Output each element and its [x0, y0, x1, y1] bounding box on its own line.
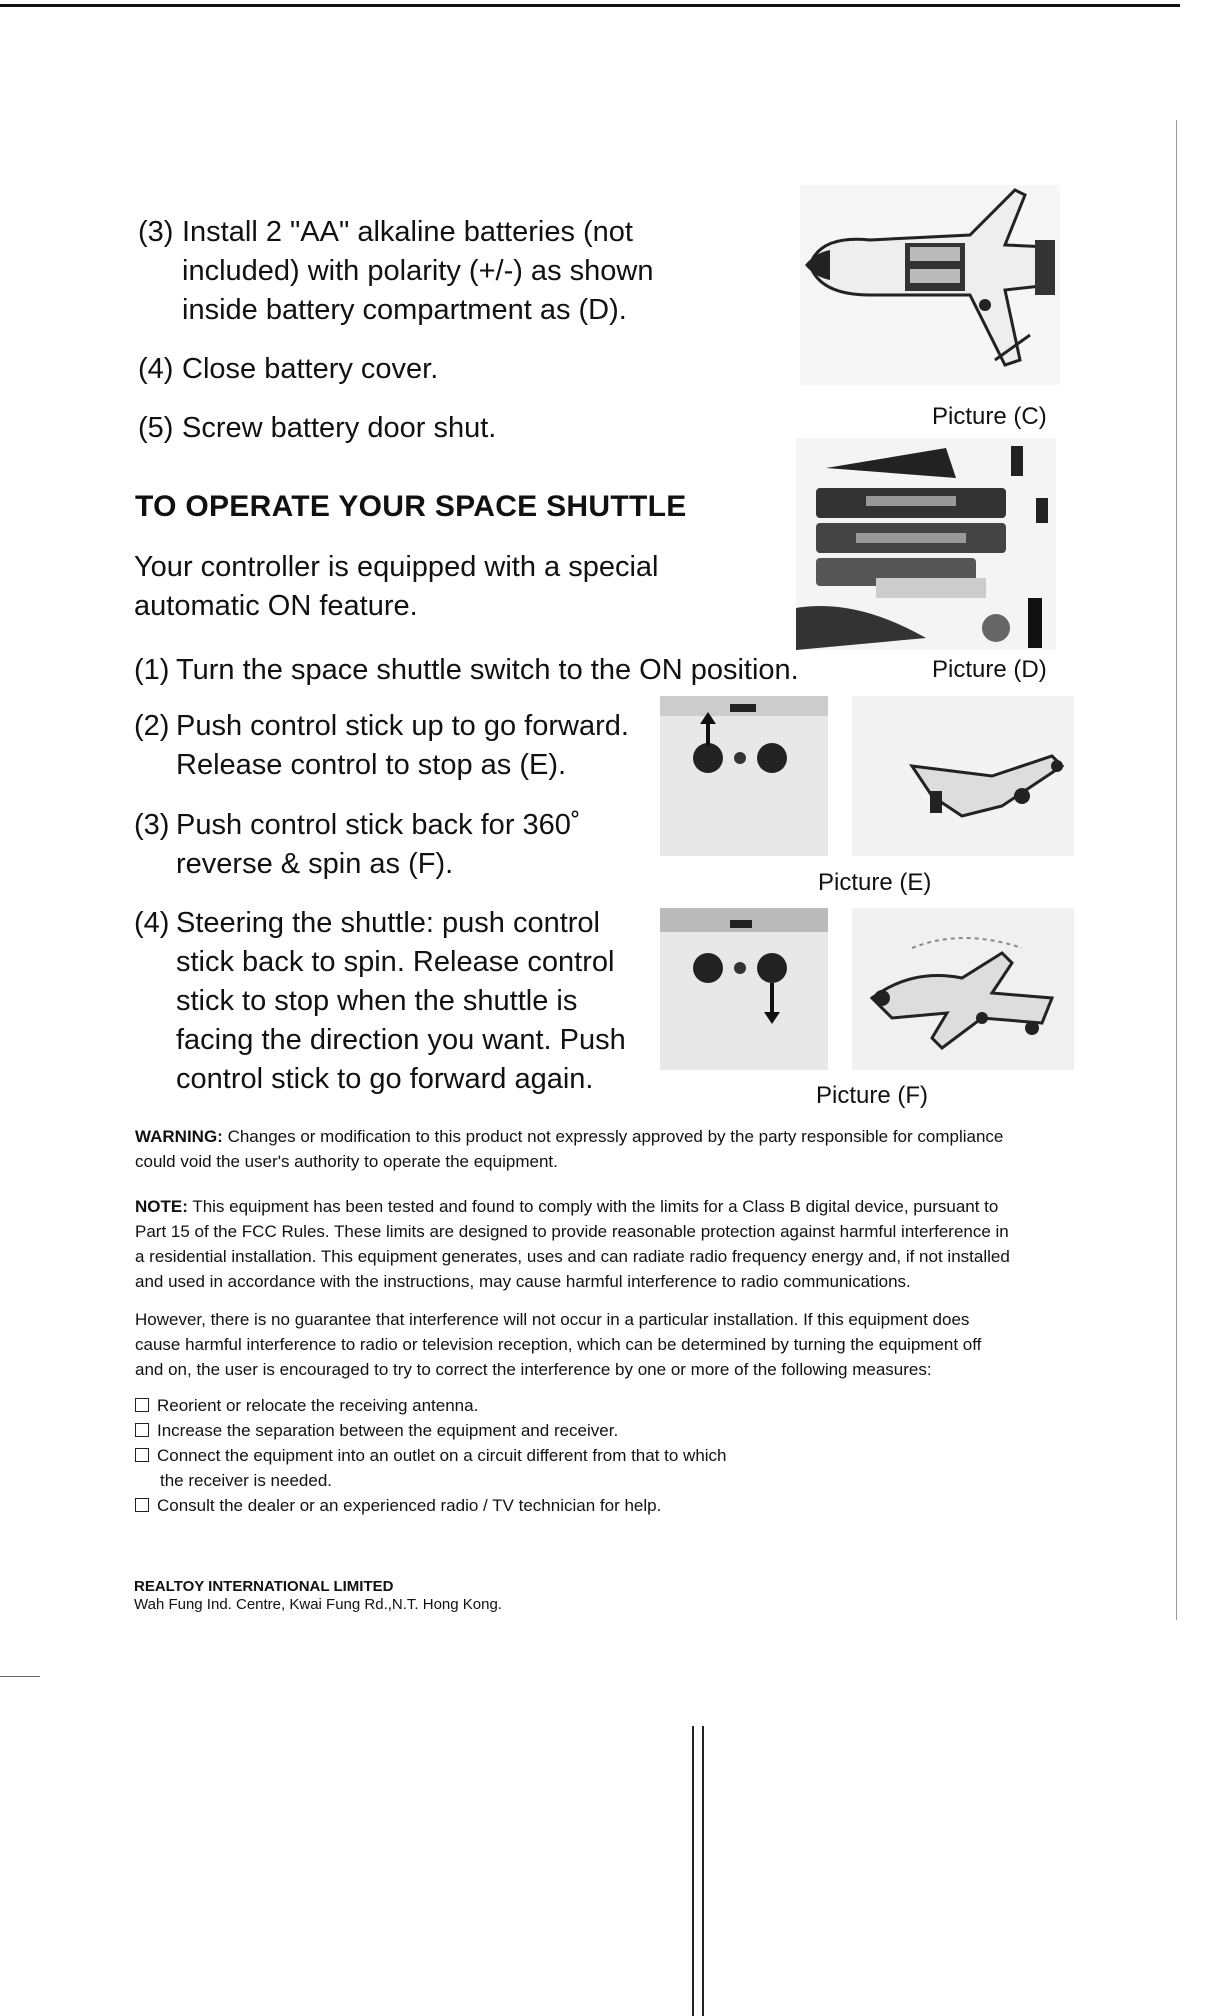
step-number: (4) — [138, 353, 174, 385]
step-line: Install 2 "AA" alkaline batteries (not — [182, 216, 633, 248]
step-number: (5) — [138, 412, 174, 444]
however-line: and on, the user is encouraged to try to correct the interference by one or more of the following measures: — [135, 1360, 932, 1379]
intro-line: Your controller is equipped with a special — [134, 551, 659, 583]
picture-f-caption: Picture (F) — [816, 1082, 929, 1109]
step-line: Push control stick back for 360˚ — [176, 809, 581, 841]
measures-list — [135, 1393, 935, 1518]
checkbox-icon — [135, 1398, 149, 1412]
right-edge-rule — [1176, 120, 1177, 1620]
operate-step-1 — [134, 651, 799, 691]
checkbox-icon — [135, 1423, 149, 1437]
picture-c-image — [800, 185, 1060, 385]
warning-text: could void the user's authority to operate the equipment. — [135, 1152, 558, 1171]
warning-label: WARNING: — [135, 1127, 223, 1146]
fold-line-right — [702, 1726, 704, 2016]
picture-d-caption: Picture (D) — [932, 656, 1047, 683]
step-number: (2) — [134, 710, 170, 742]
company-address: Wah Fung Ind. Centre, Kwai Fung Rd.,N.T. Hong Kong. — [134, 1596, 502, 1613]
however-line: cause harmful interference to radio or television reception, which can be determined by turning the equipment off — [135, 1335, 982, 1354]
intro-line: automatic ON feature. — [134, 590, 418, 622]
warning-text: Changes or modification to this product not expressly approved by the party responsible for compliance — [227, 1127, 1004, 1146]
step-line: Turn the space shuttle switch to the ON position. — [176, 654, 799, 686]
picture-d-image — [796, 438, 1056, 650]
operate-step-2 — [134, 707, 654, 787]
picture-f-shuttle-image — [852, 908, 1074, 1070]
step-line: Steering the shuttle: push control — [176, 907, 600, 939]
checkbox-icon — [135, 1448, 149, 1462]
picture-c-caption: Picture (C) — [932, 403, 1047, 430]
however-paragraph — [135, 1307, 1095, 1382]
note-text: This equipment has been tested and found to comply with the limits for a Class B digital device, pursuant to — [192, 1197, 999, 1216]
step-line: inside battery compartment as (D). — [182, 294, 627, 326]
step-line: Push control stick up to go forward. — [176, 710, 629, 742]
step-line: facing the direction you want. Push — [176, 1024, 626, 1056]
step-line: Close battery cover. — [182, 353, 439, 385]
step-line: stick back to spin. Release control — [176, 946, 615, 978]
step-top-3 — [138, 213, 698, 333]
step-top-4 — [138, 350, 698, 390]
operate-step-3 — [134, 806, 654, 886]
top-border-line — [0, 4, 1180, 7]
measure-item: Consult the dealer or an experienced radio / TV technician for help. — [135, 1493, 935, 1518]
note-text: a residential installation. This equipment generates, uses and can radiate radio frequency energy and, if not installed — [135, 1247, 1010, 1266]
measure-item-continuation: the receiver is needed. — [160, 1471, 332, 1490]
step-number: (3) — [138, 216, 174, 248]
step-number: (4) — [134, 907, 170, 939]
note-paragraph — [135, 1194, 1095, 1294]
measure-item: Increase the separation between the equipment and receiver. — [135, 1418, 935, 1443]
operate-step-4 — [134, 904, 654, 1104]
note-text: and used in accordance with the instructions, may cause harmful interference to radio communications. — [135, 1272, 911, 1291]
measure-item: Connect the equipment into an outlet on a circuit different from that to which — [135, 1443, 935, 1468]
step-top-5 — [138, 409, 698, 449]
margin-mark — [0, 1676, 40, 1677]
step-number: (1) — [134, 654, 170, 686]
note-text: Part 15 of the FCC Rules. These limits are designed to provide reasonable protection against harmful interference in — [135, 1222, 1009, 1241]
picture-e-shuttle-image — [852, 696, 1074, 856]
section-heading: TO OPERATE YOUR SPACE SHUTTLE — [135, 490, 687, 523]
company-name: REALTOY INTERNATIONAL LIMITED — [134, 1578, 394, 1595]
intro-paragraph — [134, 548, 658, 626]
picture-f-controller-image — [660, 908, 828, 1070]
warning-paragraph — [135, 1124, 1095, 1174]
however-line: However, there is no guarantee that interference will not occur in a particular installation. If this equipment does — [135, 1310, 970, 1329]
checkbox-icon — [135, 1498, 149, 1512]
footer — [134, 1578, 502, 1614]
step-line: included) with polarity (+/-) as shown — [182, 255, 654, 287]
step-line: Screw battery door shut. — [182, 412, 497, 444]
step-line: Release control to stop as (E). — [176, 749, 567, 781]
picture-e-caption: Picture (E) — [818, 869, 932, 896]
fold-line-left — [692, 1726, 694, 2016]
picture-e-controller-image — [660, 696, 828, 856]
step-line: stick to stop when the shuttle is — [176, 985, 578, 1017]
note-label: NOTE: — [135, 1197, 188, 1216]
measure-item: Reorient or relocate the receiving antenna. — [135, 1393, 935, 1418]
step-line: reverse & spin as (F). — [176, 848, 454, 880]
step-line: control stick to go forward again. — [176, 1063, 594, 1095]
step-number: (3) — [134, 809, 170, 841]
